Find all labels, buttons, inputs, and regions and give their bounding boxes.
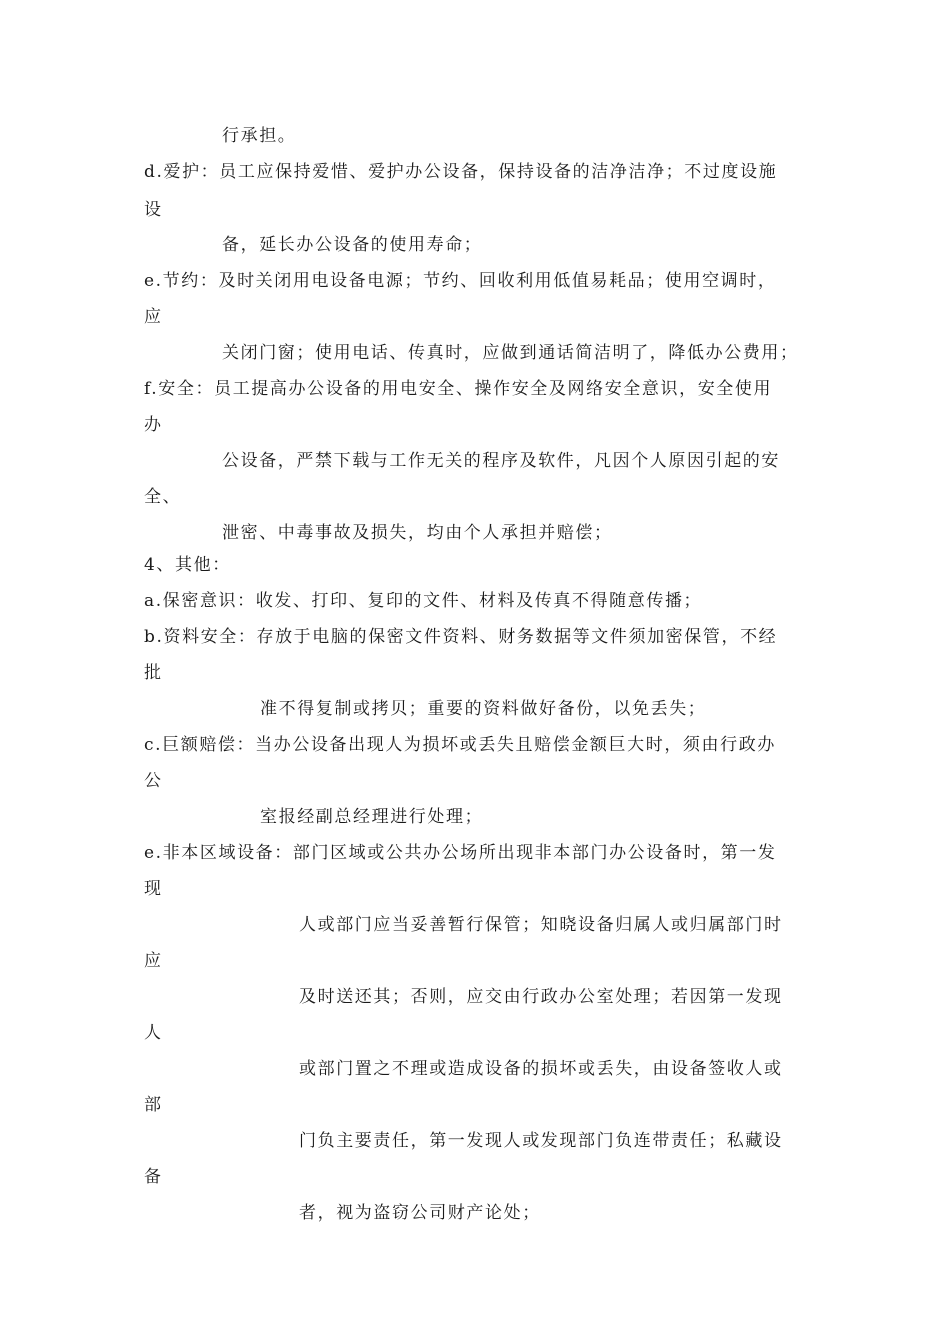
section-heading: 4、其他： — [144, 555, 231, 575]
text-line: 备，延长办公设备的使用寿命； — [222, 235, 483, 255]
text-line: 应 — [144, 307, 163, 327]
text-line: 办 — [144, 415, 163, 435]
text-line: 全、 — [144, 487, 182, 507]
text-line: 及时送还其；否则，应交由行政办公室处理；若因第一发现 — [299, 987, 783, 1007]
text-line: 准不得复制或拷贝；重要的资料做好备份，以免丢失； — [260, 699, 707, 719]
text-line: 应 — [144, 951, 163, 971]
text-line: 部 — [144, 1095, 163, 1115]
text-line: a.保密意识：收发、打印、复印的文件、材料及传真不得随意传播； — [144, 591, 703, 611]
text-line: 行承担。 — [222, 126, 297, 146]
text-line: 人 — [144, 1023, 163, 1043]
text-line: 泄密、中毒事故及损失，均由个人承担并赔偿； — [222, 523, 613, 543]
text-line: b.资料安全：存放于电脑的保密文件资料、财务数据等文件须加密保管，不经 — [144, 627, 778, 647]
text-line: 设 — [144, 200, 163, 220]
text-line: 室报经副总经理进行处理； — [260, 807, 484, 827]
text-line: e.非本区域设备：部门区域或公共办公场所出现非本部门办公设备时，第一发 — [144, 843, 777, 863]
text-line: 备 — [144, 1167, 163, 1187]
text-line: 公设备，严禁下载与工作无关的程序及软件，凡因个人原因引起的安 — [222, 451, 780, 471]
text-line: 者，视为盗窃公司财产论处； — [299, 1203, 541, 1223]
text-line: 批 — [144, 663, 163, 683]
text-line: 门负主要责任，第一发现人或发现部门负连带责任；私藏设 — [299, 1131, 783, 1151]
text-line: d.爱护：员工应保持爱惜、爱护办公设备，保持设备的洁净洁净；不过度设施 — [144, 162, 778, 182]
text-line: 公 — [144, 771, 163, 791]
text-line: c.巨额赔偿：当办公设备出现人为损坏或丢失且赔偿金额巨大时，须由行政办 — [144, 735, 776, 755]
text-line: 人或部门应当妥善暂行保管；知晓设备归属人或归属部门时 — [299, 915, 783, 935]
text-line: 或部门置之不理或造成设备的损坏或丢失，由设备签收人或 — [299, 1059, 783, 1079]
text-line: f.安全：员工提高办公设备的用电安全、操作安全及网络安全意识，安全使用 — [144, 379, 773, 399]
text-line: 关闭门窗；使用电话、传真时，应做到通话简洁明了，降低办公费用； — [222, 343, 799, 363]
text-line: e.节约：及时关闭用电设备电源；节约、回收利用低值易耗品；使用空调时， — [144, 271, 777, 291]
text-line: 现 — [144, 879, 163, 899]
